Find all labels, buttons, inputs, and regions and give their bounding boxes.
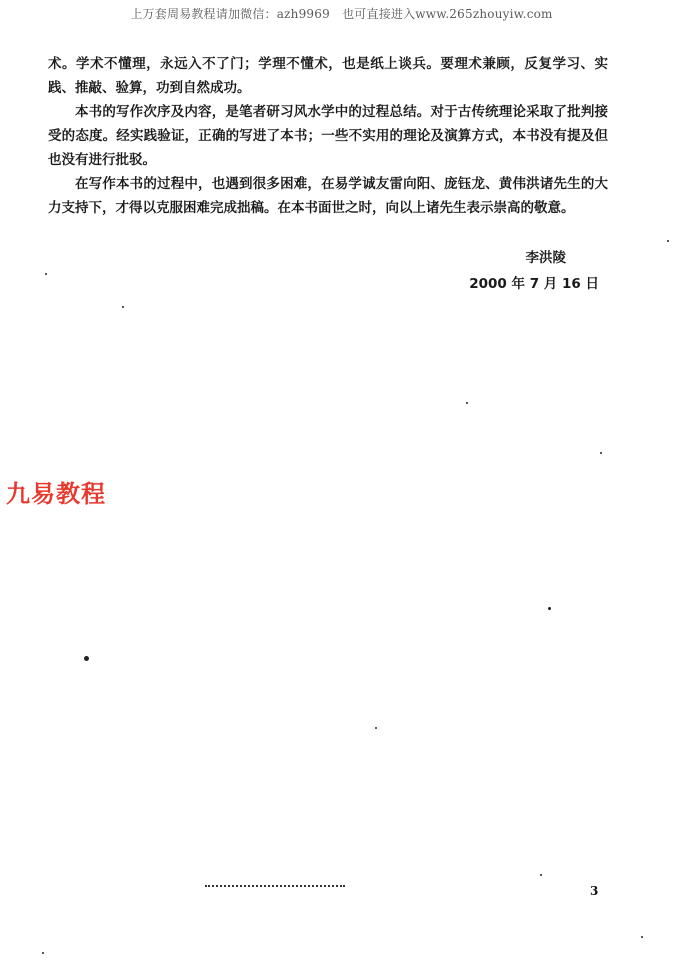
signature-date: 2000 年 7 月 16 日 bbox=[469, 276, 599, 292]
paragraph-writing-order: 本书的写作次序及内容，是笔者研习风水学中的过程总结。对于古传统理论采取了批判接受的态度。经实践验证，正确的写进了本书；一些不实用的理论及演算方式，本书没有提及但也没有进行批驳。 bbox=[48, 104, 608, 168]
top-banner: 上万套周易教程请加微信：azh9969 也可直接进入www.265zhouyiw.com bbox=[130, 7, 553, 21]
watermark-logo: 九易教程 bbox=[6, 480, 106, 508]
scan-speck bbox=[42, 952, 44, 954]
paragraph-acknowledgement: 在写作本书的过程中，也遇到很多困难，在易学诚友雷向阳、庞钰龙、黄伟洪诸先生的大力支持下，才得以克服困难完成拙稿。在本书面世之时，向以上诸先生表示崇高的敬意。 bbox=[48, 176, 608, 216]
page-number: 3 bbox=[590, 884, 599, 898]
scan-speck bbox=[466, 402, 468, 404]
scan-speck bbox=[375, 727, 377, 729]
scan-speck bbox=[84, 656, 89, 661]
author-name: 李洪陵 bbox=[525, 250, 566, 266]
paragraph-continuation: 术。学术不懂理，永远入不了门；学理不懂术，也是纸上谈兵。要理术兼顾，反复学习、实践、推敲、验算，功到自然成功。 bbox=[48, 56, 608, 96]
scan-speck bbox=[540, 874, 542, 876]
scan-speck bbox=[641, 936, 643, 938]
scan-speck bbox=[600, 452, 602, 454]
scan-speck bbox=[122, 306, 124, 308]
scan-speck bbox=[667, 240, 669, 242]
body-text bbox=[48, 52, 608, 220]
scan-speck bbox=[548, 607, 551, 610]
scan-line bbox=[205, 885, 345, 889]
signature-block bbox=[469, 245, 599, 297]
scan-speck bbox=[45, 273, 47, 275]
